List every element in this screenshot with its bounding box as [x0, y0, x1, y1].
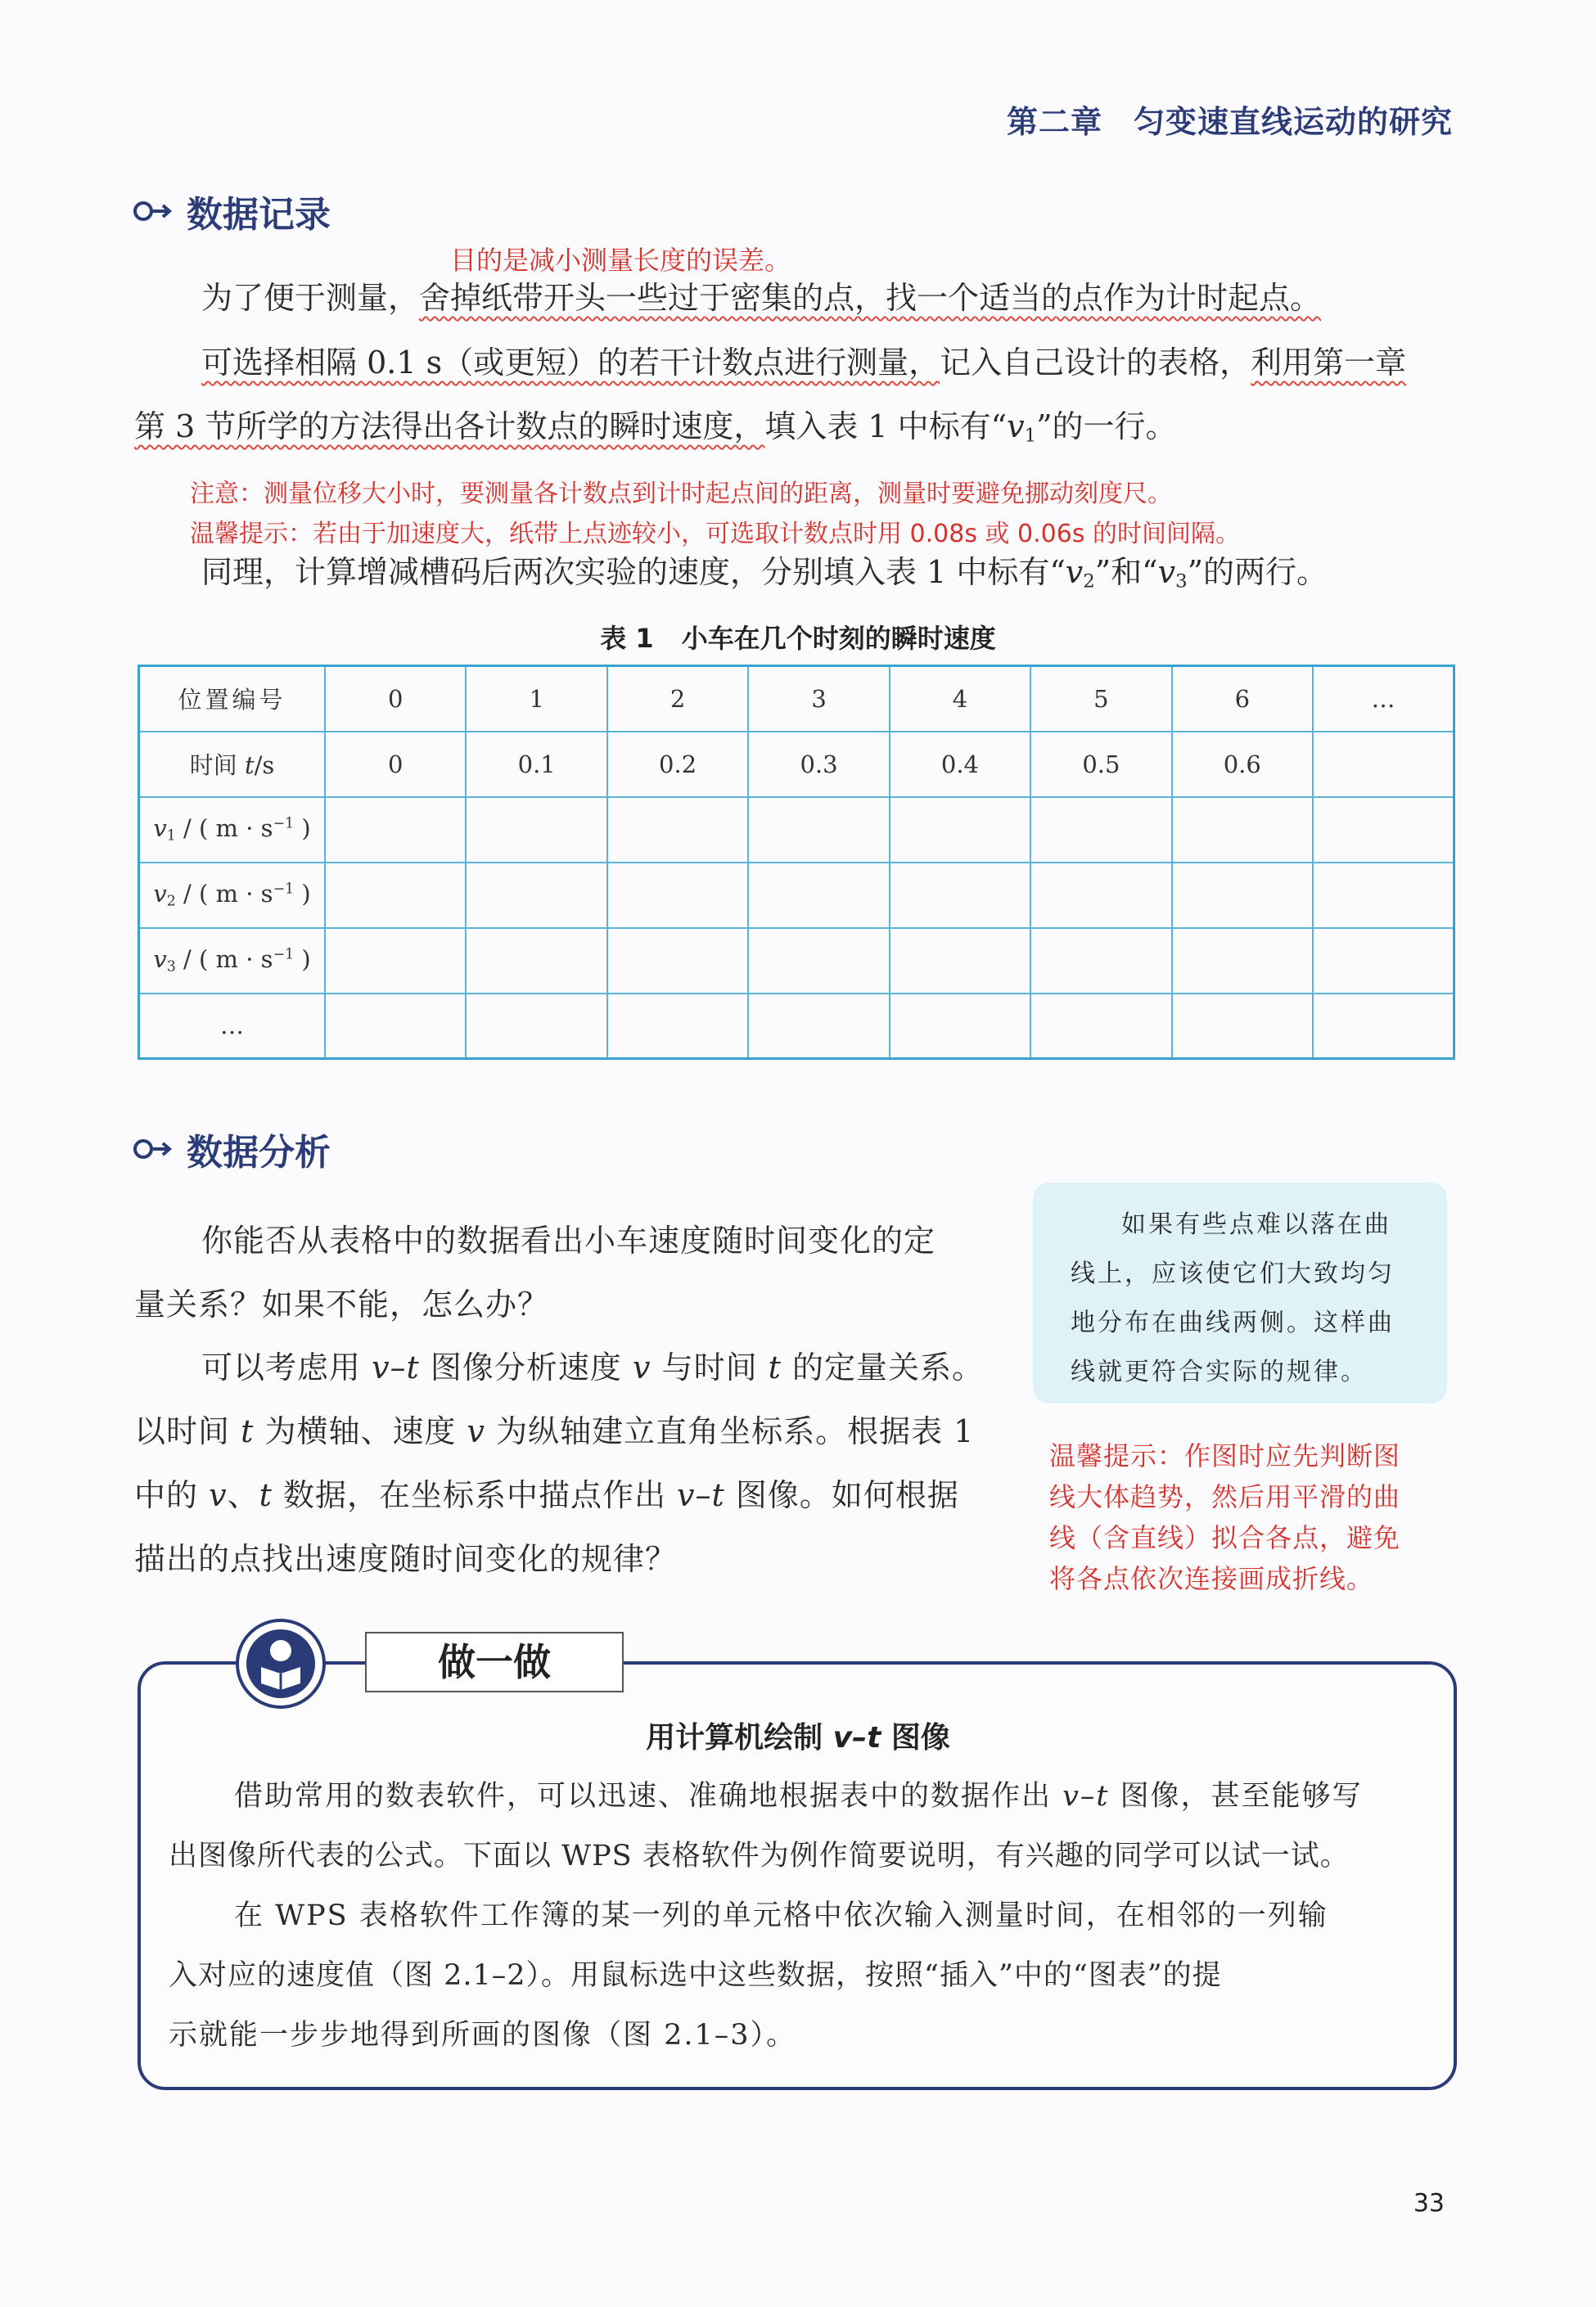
activity-title	[0, 1714, 1596, 1756]
arrow-bullet-icon	[133, 199, 174, 223]
paragraph-line: 量关系？如果不能，怎么办？	[134, 1286, 550, 1322]
table-cell	[466, 863, 606, 928]
side-tip-line: 将各点依次连接画成折线。	[1049, 1563, 1374, 1594]
table-cell	[1030, 863, 1171, 928]
table-cell: 0	[325, 666, 466, 732]
text-span: 记入自己设计的表格，	[940, 345, 1251, 381]
table-cell	[1172, 994, 1313, 1059]
table-cell	[1030, 797, 1171, 863]
subscript: 2	[166, 893, 176, 910]
activity-line: 在 WPS 表格软件工作簿的某一列的单元格中依次输入测量时间，在相邻的一列输	[234, 1899, 1328, 1932]
table-cell	[1030, 928, 1171, 994]
table-cell: 2	[607, 666, 748, 732]
table-cell: 1	[466, 666, 606, 732]
symbol-v: v	[467, 1413, 486, 1449]
table-cell: 6	[1172, 666, 1313, 732]
text-span: 图像。如何根据	[724, 1477, 959, 1513]
symbol-t: t	[768, 1350, 782, 1386]
symbol-vt: v–t	[1062, 1780, 1110, 1813]
table-cell: 0.1	[466, 732, 606, 797]
symbol-t: t	[244, 751, 255, 779]
underlined-text: 第 3 节所学的方法得出各计数点的瞬时速度，	[134, 408, 765, 444]
paragraph-line	[201, 1350, 985, 1386]
paragraph-line: 描出的点找出速度随时间变化的规律？	[134, 1541, 678, 1577]
table-cell	[748, 994, 889, 1059]
table-cell	[890, 797, 1030, 863]
text-span: / ( m · s	[175, 945, 273, 974]
text-span: 为横轴、速度	[254, 1413, 467, 1449]
table-cell	[607, 863, 748, 928]
table-cell: 0.5	[1030, 732, 1171, 797]
text-span: / ( m · s	[175, 814, 273, 843]
symbol-t: t	[241, 1413, 255, 1449]
table-row	[139, 732, 1454, 797]
text-span: 填入表 1 中标有“	[764, 408, 1008, 444]
page-number: 33	[1413, 2189, 1445, 2218]
text-span: 中的	[134, 1477, 210, 1513]
underlined-text: 可选择相隔 0.1 s（或更短）的若干计数点进行测量，	[201, 345, 940, 381]
text-span: 与时间	[651, 1350, 769, 1386]
table-row	[139, 666, 1454, 732]
table-cell: 0.2	[607, 732, 748, 797]
underlined-text: 舍掉纸带开头一些过于密集的点，找一个适当的点作为计时起点。	[419, 280, 1322, 316]
symbol-v: v	[1007, 408, 1025, 444]
subscript: 3	[166, 958, 176, 976]
table-cell	[1313, 928, 1454, 994]
text-span: / ( m · s	[175, 880, 273, 908]
text-span: 图像	[881, 1721, 950, 1755]
table-cell	[607, 928, 748, 994]
symbol-v: v	[633, 1350, 651, 1386]
side-note-line: 线上，应该使它们大致均匀	[1071, 1259, 1395, 1288]
text-span: 的定量关系。	[781, 1350, 985, 1386]
text-span: 借助常用的数表软件，可以迅速、准确地根据表中的数据作出	[234, 1780, 1063, 1813]
text-span: 图像分析速度	[419, 1350, 633, 1386]
table-cell	[748, 797, 889, 863]
text-span: ”的两行。	[1187, 554, 1328, 590]
arrow-bullet-icon	[133, 1137, 174, 1161]
table-cell	[325, 928, 466, 994]
subscript: 1	[1024, 425, 1037, 447]
section-heading-record	[133, 185, 331, 237]
table-cell: 0.4	[890, 732, 1030, 797]
table-cell	[466, 797, 606, 863]
table-cell	[1313, 994, 1454, 1059]
table-cell	[607, 994, 748, 1059]
velocity-table	[138, 665, 1455, 1060]
underlined-text: 利用第一章	[1251, 345, 1407, 381]
text-span: ”和“	[1094, 554, 1158, 590]
table-cell	[748, 863, 889, 928]
symbol-v: v	[1157, 554, 1176, 590]
table-cell	[1030, 994, 1171, 1059]
chapter-header	[1007, 97, 1453, 142]
symbol-vt: v–t	[372, 1350, 420, 1386]
table-cell: 5	[1030, 666, 1171, 732]
text-span: 为纵轴建立直角坐标系。根据表 1	[485, 1413, 975, 1449]
subscript: 1	[166, 827, 176, 845]
annotation-purpose: 目的是减小测量长度的误差。	[450, 245, 791, 276]
table-cell	[890, 994, 1030, 1059]
text-span: 时间	[189, 751, 245, 779]
table-header-cell	[139, 928, 326, 994]
table-cell	[607, 797, 748, 863]
table-cell: 0.6	[1172, 732, 1313, 797]
symbol-v: v	[209, 1477, 228, 1513]
table-cell	[466, 994, 606, 1059]
table-row	[139, 863, 1454, 928]
side-tip-line: 线大体趋势，然后用平滑的曲	[1049, 1481, 1401, 1512]
symbol-vt: v–t	[832, 1721, 881, 1755]
superscript: −1	[273, 946, 295, 963]
paragraph-line	[134, 1477, 959, 1513]
table-cell	[325, 797, 466, 863]
table-cell: 0.3	[748, 732, 889, 797]
activity-line: 出图像所代表的公式。下面以 WPS 表格软件为例作简要说明，有兴趣的同学可以试一试。	[169, 1840, 1350, 1872]
table-cell	[1313, 863, 1454, 928]
caption-text: 小车在几个时刻的瞬时速度	[681, 623, 996, 654]
paragraph-line	[134, 1413, 975, 1449]
caption-number: 表 1	[600, 623, 654, 654]
text-span: 用计算机绘制	[646, 1721, 833, 1755]
table-header-cell	[139, 863, 326, 928]
table-header-cell	[139, 797, 326, 863]
annotation-note: 注意：测量位移大小时，要测量各计数点到计时起点间的距离，测量时要避免挪动刻度尺。	[190, 480, 1172, 508]
text-span: )	[294, 880, 311, 908]
section-title: 数据分析	[187, 1132, 331, 1174]
symbol-v: v	[153, 945, 167, 974]
text-span: ”的一行。	[1036, 408, 1177, 444]
side-tip-line: 温馨提示：作图时应先判断图	[1049, 1440, 1401, 1471]
table-cell	[1313, 732, 1454, 797]
table-row	[139, 994, 1454, 1059]
table-caption	[0, 618, 1596, 656]
activity-connector	[327, 1661, 367, 1665]
section-heading-analysis	[133, 1123, 331, 1175]
activity-badge	[236, 1619, 326, 1709]
table-cell: 4	[890, 666, 1030, 732]
table-cell	[890, 928, 1030, 994]
paragraph-line	[201, 345, 1407, 381]
text-span: )	[294, 945, 311, 974]
table-header-cell: …	[139, 994, 326, 1059]
section-title: 数据记录	[187, 194, 331, 236]
text-span: 可以考虑用	[201, 1350, 372, 1386]
chapter-title: 匀变速直线运动的研究	[1133, 104, 1453, 140]
table-cell	[325, 994, 466, 1059]
paragraph-line	[201, 556, 1328, 591]
superscript: −1	[273, 815, 295, 832]
side-tip-line: 线（含直线）拟合各点，避免	[1049, 1522, 1401, 1553]
table-row	[139, 928, 1454, 994]
table-cell: 3	[748, 666, 889, 732]
table-cell	[748, 928, 889, 994]
symbol-v: v	[153, 880, 167, 908]
activity-label: 做一做	[365, 1632, 624, 1692]
chapter-number: 第二章	[1006, 104, 1102, 140]
table-cell	[1313, 797, 1454, 863]
superscript: −1	[273, 881, 295, 898]
table-row	[139, 797, 1454, 863]
paragraph-line	[134, 408, 1177, 447]
table-cell	[1172, 797, 1313, 863]
table-cell	[325, 863, 466, 928]
annotation-tip: 温馨提示：若由于加速度大，纸带上点迹较小，可选取计数点时用 0.08s 或 0.06s 的时间间隔。	[190, 520, 1240, 548]
table-cell: …	[1313, 666, 1454, 732]
side-note-line: 如果有些点难以落在曲	[1121, 1210, 1391, 1239]
table-cell	[890, 863, 1030, 928]
table-cell: 0	[325, 732, 466, 797]
side-note-line: 线就更符合实际的规律。	[1071, 1358, 1368, 1386]
text-span: 数据，在坐标系中描点作出	[272, 1477, 678, 1513]
text-span: 同理，计算增减槽码后两次实验的速度，分别填入表 1 中标有“	[201, 554, 1066, 590]
text-span: 以时间	[134, 1413, 241, 1449]
text-span: 、	[227, 1477, 259, 1513]
table-cell	[1172, 928, 1313, 994]
table-header-cell	[139, 732, 326, 797]
symbol-v: v	[153, 814, 167, 843]
subscript: 3	[1175, 570, 1188, 593]
paragraph-line: 你能否从表格中的数据看出小车速度随时间变化的定	[201, 1223, 936, 1259]
table-cell	[466, 928, 606, 994]
side-note-box	[1033, 1183, 1447, 1404]
activity-line: 入对应的速度值（图 2.1–2）。用鼠标选中这些数据，按照“插入”中的“图表”的提	[169, 1959, 1222, 1992]
text-span: /s	[254, 751, 275, 779]
symbol-t: t	[259, 1477, 273, 1513]
table-header-cell: 位置编号	[139, 666, 326, 732]
text-span: 为了便于测量，	[201, 280, 420, 316]
subscript: 2	[1083, 570, 1095, 593]
side-note-line: 地分布在曲线两侧。这样曲	[1071, 1309, 1395, 1337]
text-span: 图像，甚至能够写	[1109, 1780, 1363, 1813]
symbol-v: v	[1065, 554, 1084, 590]
reader-icon	[246, 1629, 315, 1698]
symbol-vt: v–t	[677, 1477, 725, 1513]
activity-line: 示就能一步步地得到所画的图像（图 2.1–3）。	[169, 2019, 797, 2052]
text-span: )	[294, 814, 311, 843]
activity-line	[234, 1773, 1363, 1814]
paragraph-line	[201, 280, 1322, 316]
table-cell	[1172, 863, 1313, 928]
